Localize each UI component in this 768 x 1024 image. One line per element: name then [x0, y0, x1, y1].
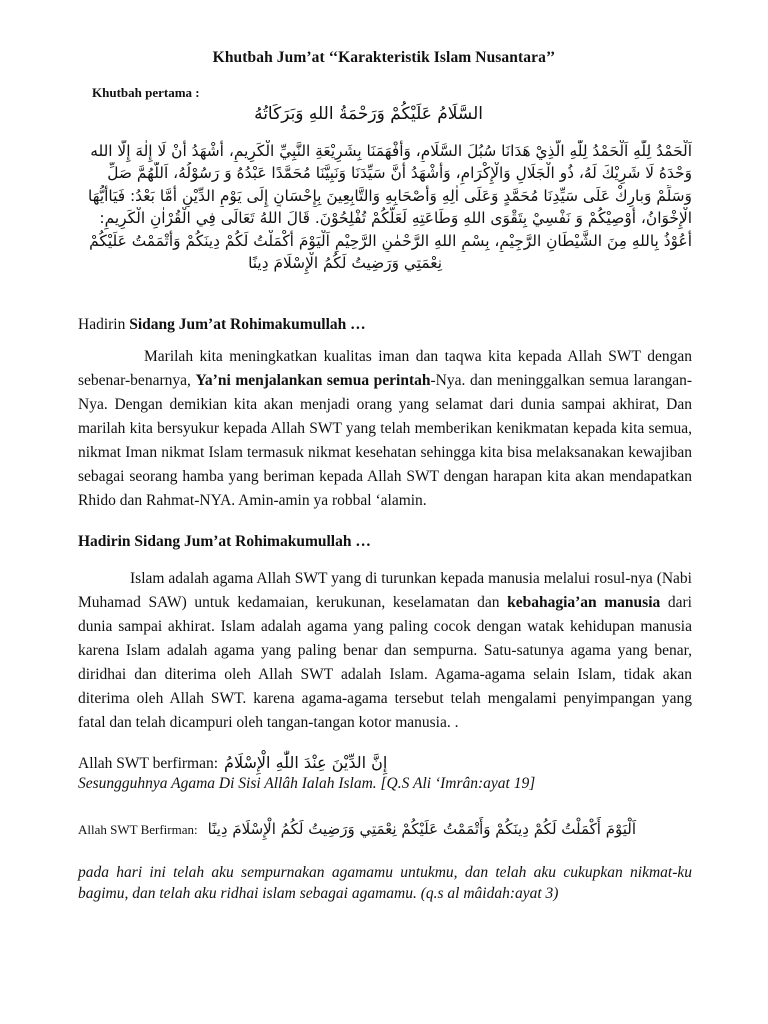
firman-label: Allah SWT Berfirman:: [78, 822, 198, 837]
arabic-opening-block: [78, 140, 692, 274]
firman-translation: pada hari ini telah aku sempurnakan agamamu untukmu, dan telah aku cukupkan nikmat-ku bagimu, dan telah aku ridhai islam sebagai agamamu. (q.s al mâidah:ayat 3): [78, 864, 692, 902]
firman-translation: Sesungguhnya Agama Di Sisi Allâh Ialah Islam. [Q.S Ali ‘Imrân:ayat 19]: [78, 775, 536, 792]
paragraph: [78, 567, 692, 735]
arabic-salam: السَّلَامُ عَلَيْكُمْ وَرَحْمَةُ اللهِ وَبَرَكَاتُهُ: [254, 104, 483, 124]
arabic-line: وَسَلِّمْ وَبارِكْ عَلَى سَيِّدِنَا مُحَمَّدٍ وَعَلَى اٰلِهِ وَأَصْحَابِهِ وَالتَّابِعِينَ بِإِحْسَانٍ إِلَى يَوْمِ الدِّيْنِ أَمَّا بَعْدُ: فَيَاأَيُّهَا: [88, 186, 692, 205]
firman-label: Allah SWT berfirman:: [78, 755, 219, 772]
emphasis-text: Ya’ni menjalankan semua perintah: [195, 372, 431, 389]
emphasis-text: kebahagia’an manusia: [507, 594, 661, 611]
section-heading: [78, 316, 366, 334]
arabic-line: نِعْمَتِي وَرَضِيتُ لَكُمُ الْإِسْلَامَ دِينًا: [248, 254, 442, 273]
heading-prefix: Hadirin: [78, 316, 130, 333]
paragraph-text: dari dunia sampai akhirat. Islam adalah agama yang paling cocok dengan watak kehidupan manusia karena Islam adalah agama yang paling benar dan sempurna. Satu-satunya agama yang benar, diridhai dan diterima oleh Allah SWT adalah Islam. Agama-agama selain Islam, tidak akan diterima oleh Allah SWT. karena agama-agama tersebut telah mengalami penyimpangan yang fatal dan telah dicampuri oleh tangan-tangan kotor manusia. .: [78, 594, 692, 731]
arabic-line: اَلْحَمْدُ لِلّٰهِ اَلْحَمْدُ لِلّٰهِ الَّذِيْ هَدَانَا سُبُلَ السَّلَامِ، وَأَفْهَمَنَا بِشَرِيْعَةِ النَّبِيِّ الْكَرِيمِ، أَشْهَدُ أَنْ لَا إِلٰهَ إِلَّا الله: [90, 142, 692, 160]
paragraph-text: -Nya. dan meninggalkan semua larangan-Nya. Dengan demikian kita akan menjadi orang yang selamat dari dunia sampai akhirat, Dan marilah kita bersyukur kepada Allah SWT yang telah memberikan kenikmatan kepada kita semua, nikmat Iman nikmat Islam termasuk nikmat kesehatan sehingga kita bisa melaksanakan kewajiban sebagai seorang hamba yang beriman kepada Allah SWT dengan harapan kita akan mendapatkan Rhido dan Rahmat-NYA. Amin-amin ya robbal ‘alamin.: [78, 372, 692, 509]
firman-line: [78, 753, 387, 773]
section-subheading: Khutbah pertama :: [92, 85, 200, 100]
arabic-line: وَحْدَهُ لَا شَرِيْكَ لَهُ، ذُو الْجَلَالِ وَالْإِكْرَامِ، وَأَشْهَدُ أَنَّ سَيِّدَنَا وَنَبِيَّنَا مُحَمَّدًا عَبْدُهُ وَ رَسُوْلُهُ، اَللّٰهُمَّ صَلِّ: [107, 164, 692, 183]
firman-arabic: إِنَّ الدِّيْنَ عِنْدَ اللّٰهِ الْإِسْلَامُ: [224, 753, 388, 772]
arabic-line: الْإِخْوَانُ، أُوْصِيْكُمْ وَ نَفْسِيْ بِتَقْوَى اللهِ وَطَاعَتِهِ لَعَلَّكُمْ تُفْلِحُوْنَ. قَالَ اللهُ تَعَالَى فِي الْقُرْاٰنِ الْكَرِيمِ:: [99, 209, 692, 228]
arabic-line: أَعُوْذُ بِاللهِ مِنَ الشَّيْطَانِ الرَّجِيْمِ، بِسْمِ اللهِ الرَّحْمٰنِ الرَّحِيْمِ اَلْيَوْمَ أَكْمَلْتُ لَكُمْ دِينَكُمْ وَأَتْمَمْتُ عَلَيْكُمْ: [89, 231, 692, 250]
paragraph: [78, 345, 692, 513]
paragraph-text: Marilah kita meningkatkan kualitas iman dan taqwa kita kepada Allah SWT dengan sebenar-benarnya,: [78, 348, 692, 389]
paragraph-text: Islam adalah agama Allah SWT yang di turunkan kepada manusia melalui rosul-nya (Nabi Muhamad SAW) untuk kedamaian, kerukunan, keselamatan dan: [78, 570, 692, 611]
heading-bold-text: Sidang Jum’at Rohimakumullah …: [129, 316, 366, 333]
firman-arabic: اَلْيَوْمَ أَكْمَلْتُ لَكُمْ دِينَكُمْ وَأَتْمَمْتُ عَلَيْكُمْ نِعْمَتِي وَرَضِيتُ لَكُمُ الْإِسْلَامَ دِينًا: [207, 820, 637, 838]
section-heading: Hadirin Sidang Jum’at Rohimakumullah …: [78, 533, 371, 550]
firman-line: [78, 820, 636, 838]
document-title: Khutbah Jum’at ‘‘Karakteristik Islam Nusantara’’: [212, 49, 556, 66]
